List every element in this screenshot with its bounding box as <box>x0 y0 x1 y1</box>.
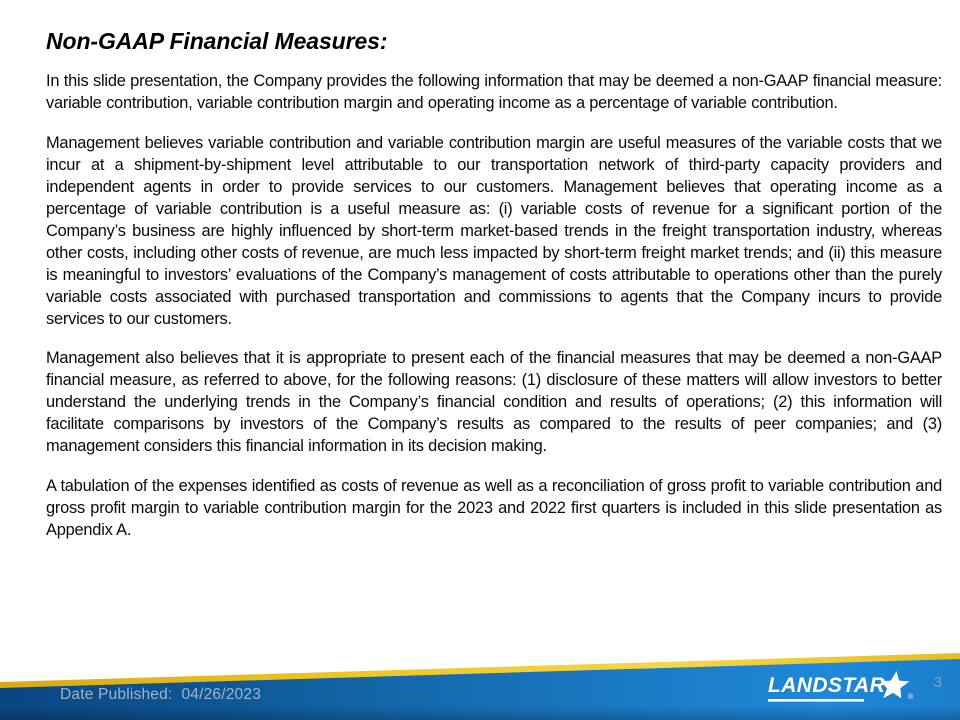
page-title: Non-GAAP Financial Measures: <box>46 28 388 54</box>
date-published-label: Date Published: 04/26/2023 <box>60 686 262 703</box>
landstar-logo-mark <box>768 668 918 708</box>
registered-trademark-icon: ® <box>908 694 914 701</box>
landstar-logo <box>768 668 918 708</box>
svg-text:LANDSTAR: LANDSTAR <box>768 674 886 697</box>
paragraph-4: A tabulation of the expenses identified as costs of revenue as well as a reconciliation of gross profit to variable contribution and gross profit margin to variable contribution margin for the 2023 and 2022 first quarters is included in this slide presentation as Appendix A. <box>46 476 942 539</box>
page-number: 3 <box>933 674 942 691</box>
slide-content <box>46 28 942 542</box>
slide-footer <box>0 648 960 720</box>
paragraph-3: Management also believes that it is appropriate to present each of the financial measures that may be deemed a non-GAAP financial measure, as referred to above, for the following reasons: (1) disclosure of these matters will allow investors to better understand the underlying trends in the Company’s financial condition and results of operations; (2) this information will facilitate comparisons by investors of the Company’s results as compared to the results of peer companies; and (3) management considers this financial information in its decision making. <box>46 349 942 456</box>
paragraph-1: In this slide presentation, the Company provides the following information that may be deemed a non-GAAP financial measure: variable contribution, variable contribution margin and operating income as a percentage of variable contribution. <box>46 72 942 113</box>
paragraph-2: Management believes variable contribution and variable contribution margin are useful measures of the variable costs that we incur at a shipment-by-shipment level attributable to our transportation network of third-party capacity providers and independent agents in order to provide services to our customers. Management believes that operating income as a percentage of variable contribution is a useful measure as: (i) variable costs of revenue for a significant portion of the Company’s business are highly influenced by short-term market-based trends in the freight transportation industry, whereas other costs, including other costs of revenue, are much less impacted by short-term freight market trends; and (ii) this measure is meaningful to investors’ evaluations of the Company’s management of costs attributable to operations other than the purely variable costs associated with purchased transportation and commissions to agents that the Company incurs to provide services to our customers. <box>46 134 942 328</box>
